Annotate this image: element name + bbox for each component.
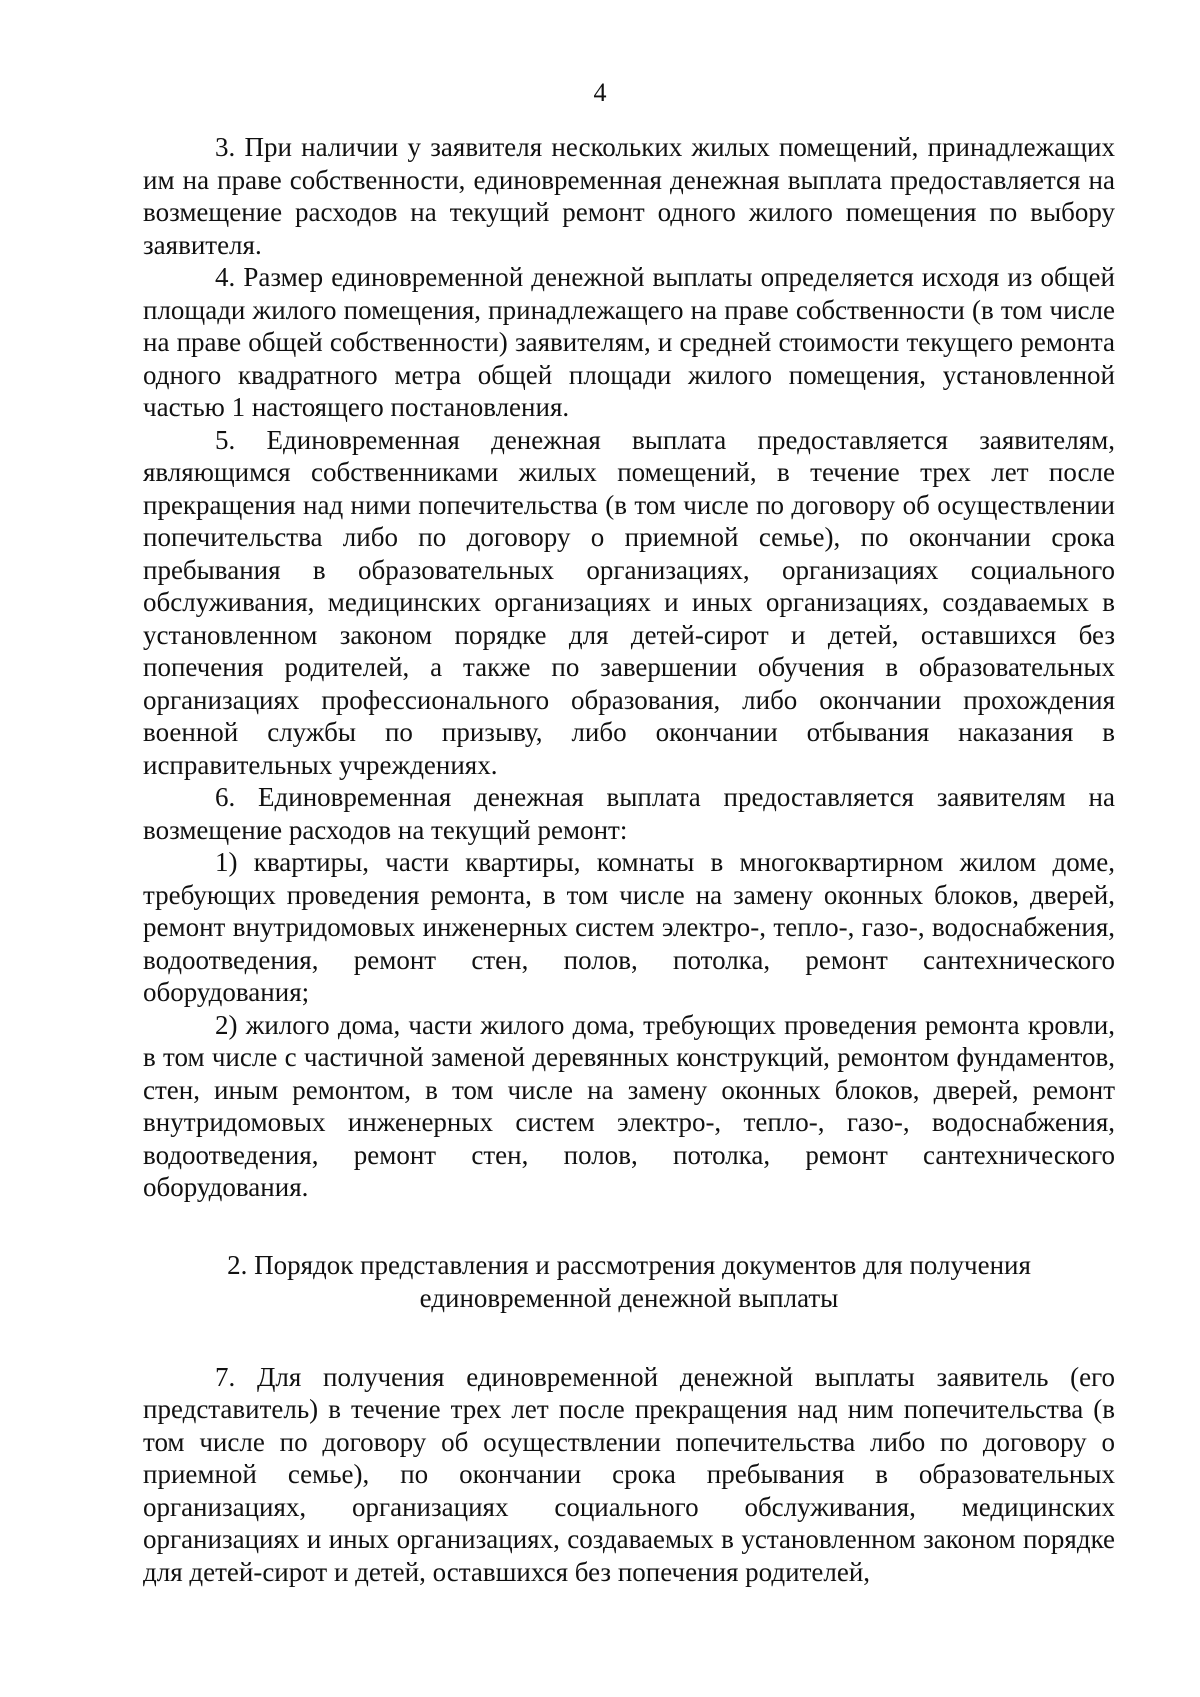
page-number: 4: [593, 78, 607, 107]
paragraph-4: 4. Размер единовременной денежной выплаты определяется исходя из общей площади жилого помещения, принадлежащего на праве собственности (в том числе на праве общей собственности) заявителям, и средней стоимости текущего ремонта одного квадратного метра общей площади жилого помещения, установленной частью 1 настоящего постановления.: [143, 262, 1115, 422]
section-heading-line-2: единовременной денежной выплаты: [419, 1282, 839, 1313]
paragraph-6-item-2: 2) жилого дома, части жилого дома, требующих проведения ремонта кровли, в том числе с частичной заменой деревянных конструкций, ремонтом фундаментов, стен, иным ремонтом, в том числе на замену оконных блоков, дверей, ремонт внутридомовых инженерных систем электро-, тепло-, газо-, водоснабжения, водоотведения, ремонт стен, полов, потолка, ремонт сантехнического оборудования.: [143, 1009, 1115, 1202]
paragraph-7: 7. Для получения единовременной денежной выплаты заявитель (его представитель) в течение трех лет после прекращения над ним попечительства (в том числе по договору об осуществлении попечительства либо по договору о приемной семье), по окончании срока пребывания в образовательных организациях, организациях социального обслуживания, медицинских организациях и иных организациях, создаваемых в установленном законом порядке для детей-сирот и детей, оставшихся без попечения родителей,: [143, 1361, 1115, 1587]
paragraph-6: 6. Единовременная денежная выплата предоставляется заявителям на возмещение расходов на текущий ремонт:: [143, 782, 1115, 845]
paragraph-5: 5. Единовременная денежная выплата предоставляется заявителям, являющимся собственниками жилых помещений, в течение трех лет после прекращения над ними попечительства (в том числе по договору об осуществлении попечительства либо по договору о приемной семье), по окончании срока пребывания в образовательных организациях, организациях социального обслуживания, медицинских организациях и иных организациях, создаваемых в установленном законом порядке для детей-сирот и детей, оставшихся без попечения родителей, а также по завершении обучения в образовательных организациях профессионального образования, либо окончании прохождения военной службы по призыву, либо окончании отбывания наказания в исправительных учреждениях.: [143, 424, 1115, 780]
document-body: [143, 131, 1115, 1588]
section-heading: [143, 1249, 1115, 1315]
paragraph-3: 3. При наличии у заявителя нескольких жилых помещений, принадлежащих им на праве собственности, единовременная денежная выплата предоставляется на возмещение расходов на текущий ремонт одного жилого помещения по выбору заявителя.: [143, 132, 1115, 260]
paragraph-6-item-1: 1) квартиры, части квартиры, комнаты в многоквартирном жилом доме, требующих проведения ремонта, в том числе на замену оконных блоков, дверей, ремонт внутридомовых инженерных систем электро-, тепло-, газо-, водоснабжения, водоотведения, ремонт стен, полов, потолка, ремонт сантехнического оборудования;: [143, 847, 1115, 1007]
section-heading-line-1: 2. Порядок представления и рассмотрения документов для получения: [227, 1249, 1031, 1280]
